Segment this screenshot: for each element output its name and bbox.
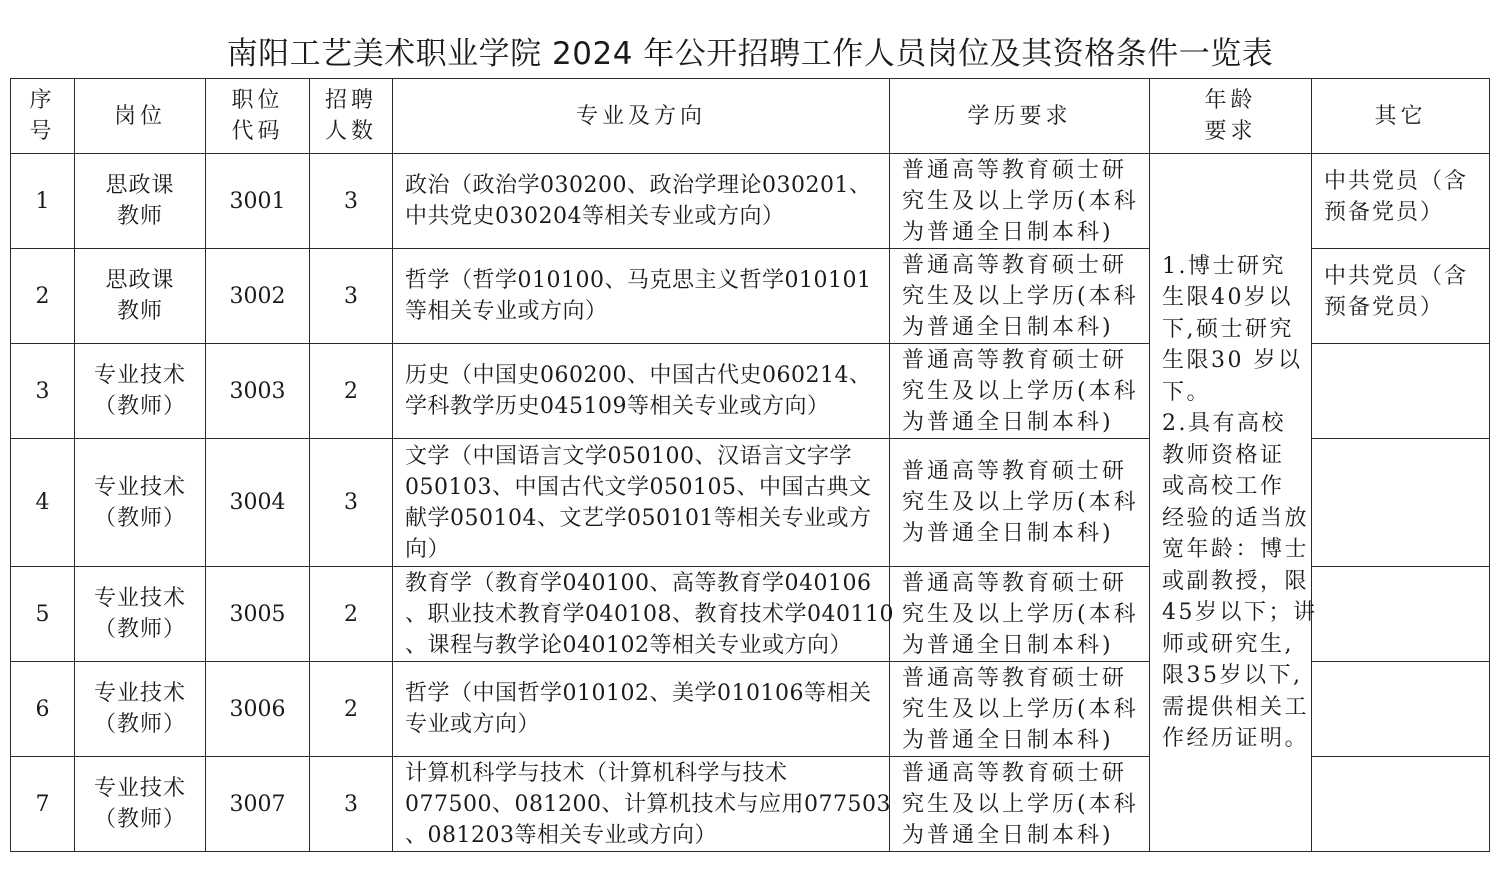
post-line: （教师） bbox=[93, 712, 186, 737]
other-cell bbox=[1312, 344, 1490, 439]
education-line: 普通高等教育硕士研 bbox=[902, 347, 1128, 373]
major-line: 政治（政治学030200、政治学理论030201、 bbox=[405, 173, 872, 198]
major-cell bbox=[393, 344, 890, 439]
education-line: 为普通全日制本科) bbox=[902, 219, 1114, 245]
post-line: 思政课 bbox=[105, 268, 175, 293]
other-line: 预备党员） bbox=[1324, 295, 1445, 320]
code-cell: 3002 bbox=[206, 249, 310, 344]
header-index-line: 序 bbox=[29, 88, 56, 113]
count-cell: 2 bbox=[310, 344, 393, 439]
header-education: 学历要求 bbox=[890, 79, 1150, 154]
other-cell bbox=[1312, 567, 1490, 662]
header-age-line: 年龄 bbox=[1204, 88, 1257, 113]
education-line: 究生及以上学历(本科 bbox=[902, 791, 1139, 817]
major-line: 历史（中国史060200、中国古代史060214、 bbox=[405, 363, 872, 388]
education-line: 普通高等教育硕士研 bbox=[902, 665, 1128, 691]
index-cell: 4 bbox=[11, 439, 75, 567]
age-line: 下。 bbox=[1162, 379, 1212, 405]
age-line: 或副教授，限 bbox=[1162, 568, 1310, 594]
post-line: 专业技术 bbox=[93, 776, 186, 801]
education-line: 普通高等教育硕士研 bbox=[902, 252, 1128, 278]
age-line: 生限40岁以 bbox=[1162, 285, 1293, 310]
major-cell bbox=[393, 249, 890, 344]
age-line: 宽年龄：博士 bbox=[1162, 537, 1310, 562]
age-line: 生限30 岁以 bbox=[1162, 348, 1303, 373]
post-cell bbox=[75, 249, 206, 344]
age-requirement-cell bbox=[1150, 154, 1318, 852]
age-line: 2.具有高校 bbox=[1162, 411, 1286, 436]
header-count-line: 招聘 bbox=[324, 88, 377, 113]
age-line: 需提供相关工 bbox=[1162, 694, 1310, 720]
major-cell bbox=[393, 757, 890, 852]
education-line: 究生及以上学历(本科 bbox=[902, 378, 1139, 404]
recruitment-table bbox=[10, 78, 1490, 852]
age-line: 经验的适当放 bbox=[1162, 505, 1310, 531]
table-header bbox=[11, 79, 1490, 154]
post-line: （教师） bbox=[93, 394, 186, 419]
education-line: 为普通全日制本科) bbox=[902, 632, 1114, 658]
post-cell bbox=[75, 439, 206, 567]
code-cell: 3005 bbox=[206, 567, 310, 662]
other-line: 预备党员） bbox=[1324, 200, 1445, 225]
major-line: 、课程与教学论040102等相关专业或方向） bbox=[405, 632, 852, 658]
index-cell: 5 bbox=[11, 567, 75, 662]
major-line: 学科教学历史045109等相关专业或方向） bbox=[405, 394, 830, 419]
major-line: 077500、081200、计算机技术与应用077503 bbox=[405, 791, 891, 817]
header-age bbox=[1150, 79, 1312, 154]
post-cell bbox=[75, 757, 206, 852]
header-code-line: 代码 bbox=[231, 119, 284, 144]
age-line: 1.博士研究 bbox=[1162, 253, 1286, 279]
post-line: 教师 bbox=[116, 204, 163, 229]
count-cell: 3 bbox=[310, 154, 393, 249]
age-line: 限35岁以下, bbox=[1162, 663, 1303, 688]
post-line: 专业技术 bbox=[93, 474, 186, 500]
code-cell: 3006 bbox=[206, 662, 310, 757]
header-major: 专业及方向 bbox=[393, 79, 890, 154]
post-line: （教师） bbox=[93, 617, 186, 642]
major-line: 文学（中国语言文学050100、汉语言文字学 bbox=[405, 443, 852, 469]
table-body bbox=[11, 154, 1490, 852]
education-cell bbox=[890, 154, 1150, 249]
other-cell bbox=[1312, 439, 1490, 567]
header-post: 岗位 bbox=[75, 79, 206, 154]
major-line: 专业或方向） bbox=[405, 712, 541, 737]
post-line: 专业技术 bbox=[93, 586, 186, 611]
major-line: 、081203等相关专业或方向） bbox=[405, 822, 717, 848]
code-cell: 3001 bbox=[206, 154, 310, 249]
other-cell bbox=[1312, 154, 1490, 249]
age-line: 师或研究生, bbox=[1162, 631, 1294, 657]
other-cell bbox=[1312, 249, 1490, 344]
major-line: 向） bbox=[405, 536, 451, 562]
education-line: 普通高等教育硕士研 bbox=[902, 157, 1128, 183]
count-cell: 2 bbox=[310, 567, 393, 662]
other-cell bbox=[1312, 757, 1490, 852]
header-index-line: 号 bbox=[29, 119, 56, 144]
education-cell bbox=[890, 662, 1150, 757]
education-line: 普通高等教育硕士研 bbox=[902, 570, 1128, 596]
major-line: 050103、中国古代文学050105、中国古典文 bbox=[405, 474, 872, 500]
education-line: 究生及以上学历(本科 bbox=[902, 601, 1139, 627]
post-line: 专业技术 bbox=[93, 681, 186, 706]
index-cell: 1 bbox=[11, 154, 75, 249]
other-line: 中共党员（含 bbox=[1324, 169, 1469, 194]
education-cell bbox=[890, 249, 1150, 344]
major-line: 、职业技术教育学040108、教育技术学040110 bbox=[405, 601, 894, 627]
post-line: 专业技术 bbox=[93, 363, 186, 388]
post-line: 思政课 bbox=[105, 173, 175, 198]
education-line: 普通高等教育硕士研 bbox=[902, 760, 1128, 786]
index-cell: 3 bbox=[11, 344, 75, 439]
education-line: 为普通全日制本科) bbox=[902, 521, 1114, 546]
education-line: 究生及以上学历(本科 bbox=[902, 188, 1139, 214]
major-line: 哲学（中国哲学010102、美学010106等相关 bbox=[405, 681, 872, 706]
post-cell bbox=[75, 567, 206, 662]
age-line: 或高校工作 bbox=[1162, 474, 1285, 499]
page-title: 南阳工艺美术职业学院 2024 年公开招聘工作人员岗位及其资格条件一览表 bbox=[226, 36, 1274, 72]
post-cell bbox=[75, 662, 206, 757]
education-cell bbox=[890, 344, 1150, 439]
count-cell: 2 bbox=[310, 662, 393, 757]
education-line: 究生及以上学历(本科 bbox=[902, 490, 1139, 515]
post-line: （教师） bbox=[93, 505, 186, 531]
education-line: 究生及以上学历(本科 bbox=[902, 696, 1139, 722]
header-index bbox=[11, 79, 75, 154]
table-row bbox=[11, 154, 1490, 249]
count-cell: 3 bbox=[310, 439, 393, 567]
header-code bbox=[206, 79, 310, 154]
education-cell bbox=[890, 439, 1150, 567]
code-cell: 3007 bbox=[206, 757, 310, 852]
header-age-line: 要求 bbox=[1204, 119, 1257, 144]
major-cell bbox=[393, 567, 894, 662]
other-cell bbox=[1312, 662, 1490, 757]
header-row bbox=[11, 79, 1490, 154]
post-line: （教师） bbox=[93, 807, 186, 832]
age-line: 作经历证明。 bbox=[1162, 726, 1310, 751]
index-cell: 6 bbox=[11, 662, 75, 757]
header-count bbox=[310, 79, 393, 154]
age-line: 教师资格证 bbox=[1162, 442, 1285, 468]
education-line: 为普通全日制本科) bbox=[902, 314, 1114, 340]
major-line: 中共党史030204等相关专业或方向） bbox=[405, 204, 785, 229]
major-cell bbox=[393, 439, 890, 567]
header-other: 其它 bbox=[1312, 79, 1490, 154]
education-line: 为普通全日制本科) bbox=[902, 822, 1114, 848]
education-line: 为普通全日制本科) bbox=[902, 409, 1114, 435]
education-line: 普通高等教育硕士研 bbox=[902, 459, 1128, 484]
education-line: 究生及以上学历(本科 bbox=[902, 283, 1139, 309]
other-line: 中共党员（含 bbox=[1324, 264, 1469, 289]
major-line: 教育学（教育学040100、高等教育学040106 bbox=[405, 570, 872, 596]
header-code-line: 职位 bbox=[231, 88, 284, 113]
education-cell bbox=[890, 757, 1150, 852]
post-cell bbox=[75, 344, 206, 439]
index-cell: 7 bbox=[11, 757, 75, 852]
major-line: 等相关专业或方向） bbox=[405, 299, 608, 324]
code-cell: 3004 bbox=[206, 439, 310, 567]
major-cell bbox=[393, 662, 890, 757]
major-line: 哲学（哲学010100、马克思主义哲学010101 bbox=[405, 268, 872, 293]
count-cell: 3 bbox=[310, 757, 393, 852]
major-line: 献学050104、文艺学050101等相关专业或方 bbox=[405, 505, 872, 531]
age-line: 下,硕士研究 bbox=[1162, 316, 1294, 342]
code-cell: 3003 bbox=[206, 344, 310, 439]
index-cell: 2 bbox=[11, 249, 75, 344]
count-cell: 3 bbox=[310, 249, 393, 344]
header-count-line: 人数 bbox=[324, 119, 377, 144]
education-cell bbox=[890, 567, 1150, 662]
age-line: 45岁以下；讲 bbox=[1162, 600, 1318, 625]
major-line: 计算机科学与技术（计算机科学与技术 bbox=[405, 760, 788, 786]
major-cell bbox=[393, 154, 890, 249]
post-cell bbox=[75, 154, 206, 249]
education-line: 为普通全日制本科) bbox=[902, 727, 1114, 753]
post-line: 教师 bbox=[116, 299, 163, 324]
